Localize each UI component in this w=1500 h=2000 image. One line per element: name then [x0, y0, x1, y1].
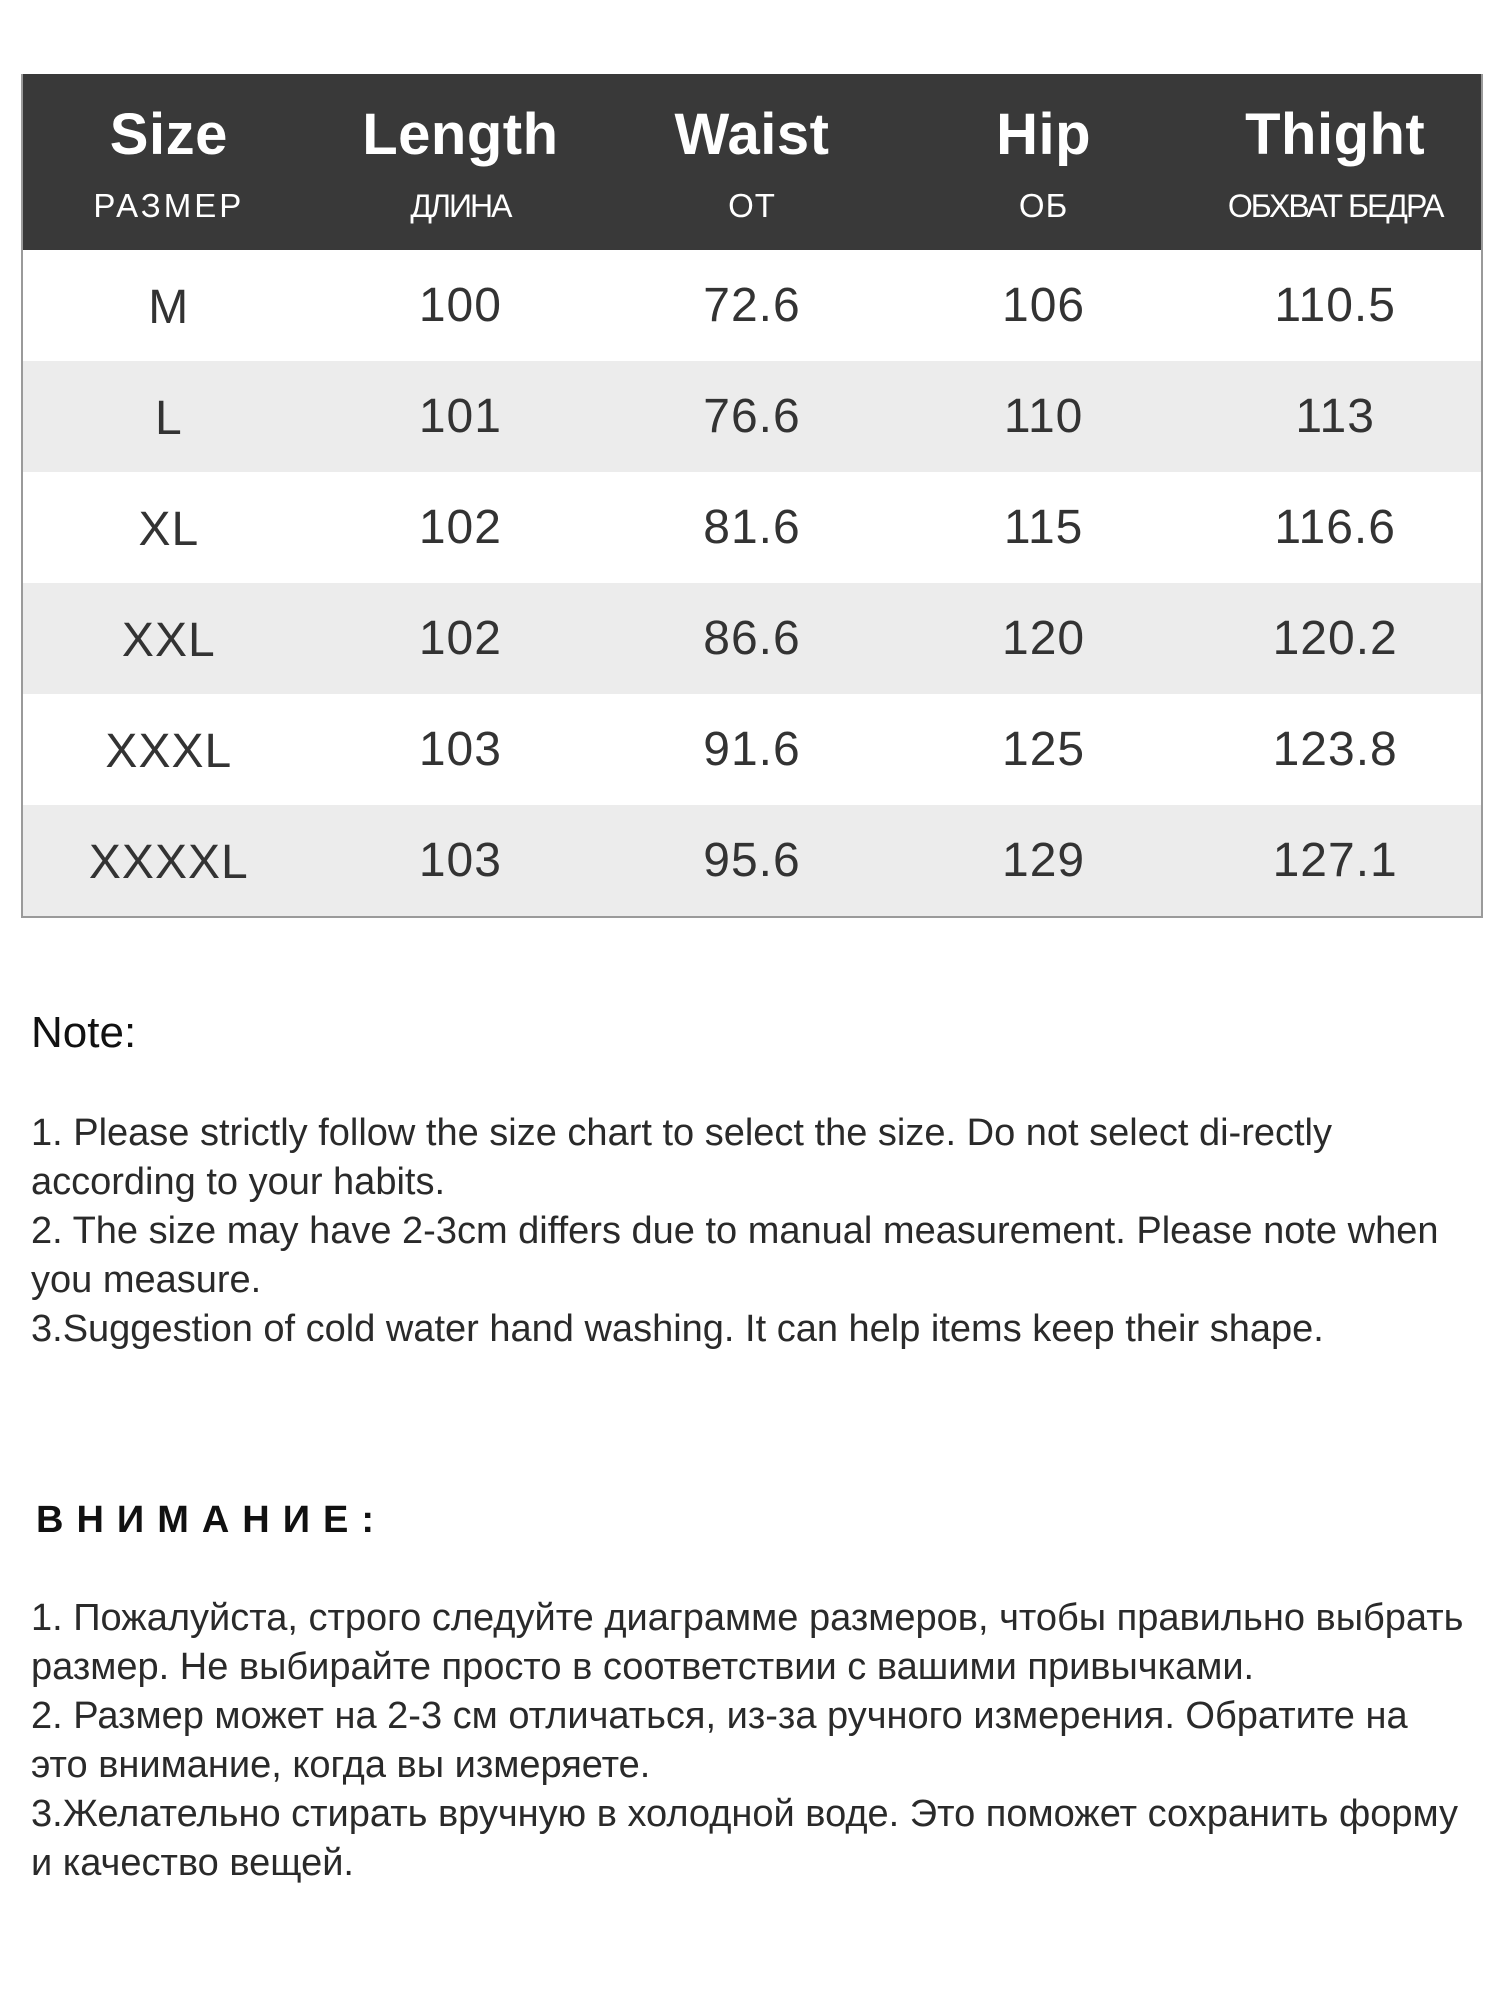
cell-size: XXXXL	[88, 836, 249, 889]
header-size-ru: РАЗМЕР	[93, 187, 245, 224]
cell-hip: 129	[1002, 834, 1086, 887]
cell-size: L	[154, 392, 183, 445]
cell-length: 103	[418, 723, 502, 776]
cell-length: 103	[418, 834, 502, 887]
cell-thigh: 116.6	[1274, 501, 1396, 554]
size-chart-table	[21, 74, 1483, 918]
cell-thigh: 110.5	[1274, 279, 1396, 332]
note-line-3: 3.Suggestion of cold water hand washing. It can help items keep their shape.	[31, 1308, 1324, 1350]
header-hip-en: Hip	[996, 102, 1092, 167]
cell-thigh: 127.1	[1272, 834, 1398, 887]
ru-note-line-1: 1. Пожалуйста, строго следуйте диаграмме размеров, чтобы правильно выбрать размер. Не выбирайте просто в соответствии с вашими привычками.	[31, 1597, 1464, 1688]
header-waist-en: Waist	[674, 102, 830, 167]
header-hip	[898, 74, 1190, 250]
cell-hip: 115	[1003, 501, 1084, 554]
cell-waist: 81.6	[703, 501, 801, 554]
header-length-en: Length	[362, 102, 559, 167]
table-header-row	[23, 74, 1481, 250]
note-line-1: 1. Please strictly follow the size chart to select the size. Do not select di-rectly according to your habits.	[31, 1112, 1332, 1203]
cell-length: 101	[418, 390, 502, 443]
russian-notes	[31, 1594, 1471, 1888]
header-length-ru: ДЛИНА	[410, 188, 511, 224]
header-size-en: Size	[109, 102, 228, 167]
cell-waist: 76.6	[703, 390, 801, 443]
header-waist	[606, 74, 898, 250]
note-title: Note:	[31, 1008, 137, 1057]
table-row	[23, 472, 1481, 583]
cell-waist: 91.6	[703, 723, 801, 776]
cell-size: XXXL	[105, 725, 233, 778]
cell-hip: 106	[1002, 279, 1086, 332]
cell-waist: 72.6	[703, 279, 801, 332]
table-row	[23, 805, 1481, 916]
cell-size: XL	[138, 503, 200, 556]
table-row	[23, 250, 1481, 361]
cell-waist: 95.6	[703, 834, 801, 887]
table-row	[23, 361, 1481, 472]
header-thigh	[1189, 74, 1481, 250]
cell-size: M	[148, 281, 190, 334]
header-thigh-en: Thight	[1245, 102, 1426, 167]
cell-thigh: 113	[1295, 390, 1375, 443]
table-row	[23, 583, 1481, 694]
cell-waist: 86.6	[703, 612, 801, 665]
header-thigh-ru: ОБХВАТ БЕДРА	[1227, 188, 1443, 224]
ru-note-title: ВНИМАНИЕ:	[36, 1499, 388, 1541]
note-line-2: 2. The size may have 2-3cm differs due to manual measurement. Please note when you measure.	[31, 1210, 1439, 1301]
english-notes	[31, 1005, 1471, 1354]
header-size	[23, 74, 315, 250]
cell-length: 102	[418, 501, 502, 554]
cell-length: 102	[418, 612, 502, 665]
header-hip-ru: ОБ	[1018, 187, 1069, 224]
ru-note-line-2: 2. Размер может на 2-3 см отличаться, из-за ручного измерения. Обратите на это внимание, когда вы измеряете.	[31, 1695, 1408, 1786]
cell-hip: 120	[1002, 612, 1086, 665]
cell-size: XXL	[121, 614, 216, 667]
ru-note-line-3: 3.Желательно стирать вручную в холодной воде. Это поможет сохранить форму и качество вещей.	[31, 1793, 1459, 1884]
cell-thigh: 123.8	[1272, 723, 1398, 776]
cell-length: 100	[418, 279, 502, 332]
header-waist-ru: ОТ	[728, 187, 776, 224]
cell-hip: 125	[1002, 723, 1086, 776]
note-text	[31, 1109, 1471, 1354]
table-row	[23, 694, 1481, 805]
header-length	[315, 74, 607, 250]
cell-thigh: 120.2	[1272, 612, 1398, 665]
cell-hip: 110	[1003, 390, 1084, 443]
